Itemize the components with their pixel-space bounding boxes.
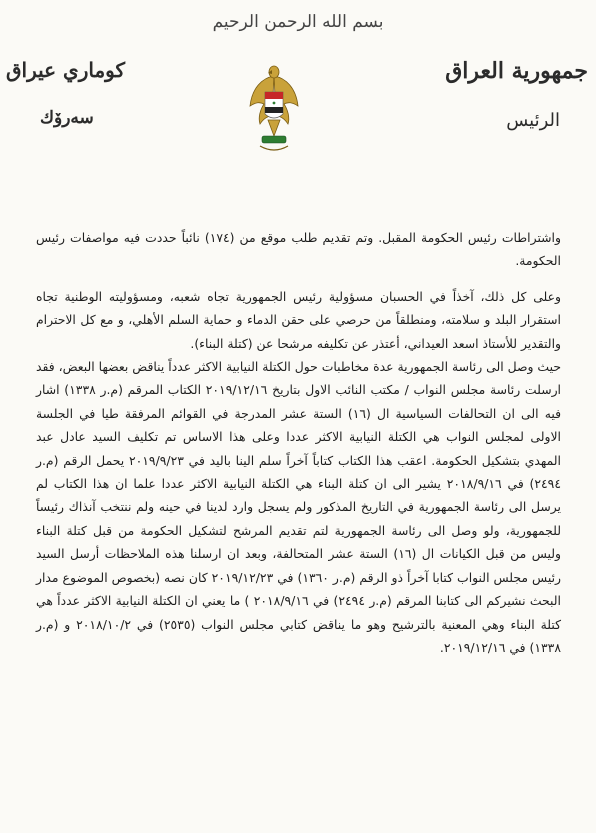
republic-title: جمهورية العراق (445, 58, 588, 84)
letterhead-right (418, 58, 588, 131)
paragraph-3: حيث وصل الى رئاسة الجمهورية عدة مخاطبات حول الكتلة النيابية الاكثر عدداً يناقض بعضها البعض، فقد ارسلت رئاسة مجلس النواب / مكتب النائب الاول بتاريخ ٢٠١٩/١٢/١٦ الكتاب المرقم (م.ر ١٣٣٨) اشار فيه الى ان التحالفات السياسية ال (١٦) الستة عشر المدرجة في القوائم المرفقة طيا في الجلسة الاولى لمجلس النواب هي الكتلة النيابية الاكثر عددا وعلى هذا الاساس تم تكليف السيد عادل عبد المهدي بتشكيل الحكومة. اعقب هذا الكتاب كتاباً آخراً سلم الينا باليد في ٢٠١٩/٩/٢٣ يحمل الرقم (م.ر ٢٤٩٤) في ٢٠١٨/٩/١٦ يشير الى ان كتلة البناء هي الكتلة النيابية الاكثر عددا علما ان هذا الكتاب لم يرسل الى رئاسة الجمهورية في التاريخ المذكور ولم يسجل وارد لدينا في حينه ولم ننتخب آنذاك رئيساً للجمهورية، ولو وصل الى رئاسة الجمهورية لتم تقديم المرشح لتشكيل الحكومة من قبل كتلة البناء وليس من قبل الكيانات ال (١٦) الستة عشر المتحالفة، وبعد ان ارسلنا هذه الملاحظات أرسل السيد رئيس مجلس النواب كتابا آخراً ذو الرقم (م.ر ١٣٦٠) في ٢٠١٩/١٢/٢٣ كان نصه (بخصوص الموضوع مدار البحث نشيركم الى كتابنا المرقم (م.ر ٢٤٩٤) في ٢٠١٨/٩/١٦ ) ما يعني ان الكتلة النيابية الاكثر عدداً هي كتلة البناء وهي المعنية بالترشيح وهو ما يناقض كتابي مجلس النواب (٢٥٣٥) في ٢٠١٨/١٠/٢ و (م.ر ١٣٣٨) في ٢٠١٩/١٢/١٦. (36, 359, 562, 655)
paragraph-2: وعلى كل ذلك، آخذاً في الحسبان مسؤولية رئيس الجمهورية تجاه شعبه، ومسؤوليته الوطنية تجاه استقرار البلد و سلامته، ومنطلقاً من حرصي على حقن الدماء و حماية السلم الأهلي، و مع كل الاحترام والتقدير للأستاذ اسعد العيداني، أعتذر عن تكليفه مرشحا عن (كتلة البناء). (36, 288, 561, 351)
president-title: الرئيس (506, 110, 560, 131)
letter-body (36, 226, 561, 659)
eagle-emblem-icon (248, 62, 300, 160)
paragraph-1: واشتراطات رئيس الحكومة المقبل. وتم تقديم طلب موقع من (١٧٤) نائباً حددت فيه مواصفات رئيس الحكومة. (36, 230, 561, 269)
letterhead-left (6, 58, 156, 128)
letterhead (0, 0, 596, 170)
basmala: بسم الله الرحمن الرحيم (212, 12, 384, 32)
republic-title-kurdish: كوماري عيراق (6, 58, 126, 82)
president-title-kurdish: سەرۆك (40, 108, 94, 128)
